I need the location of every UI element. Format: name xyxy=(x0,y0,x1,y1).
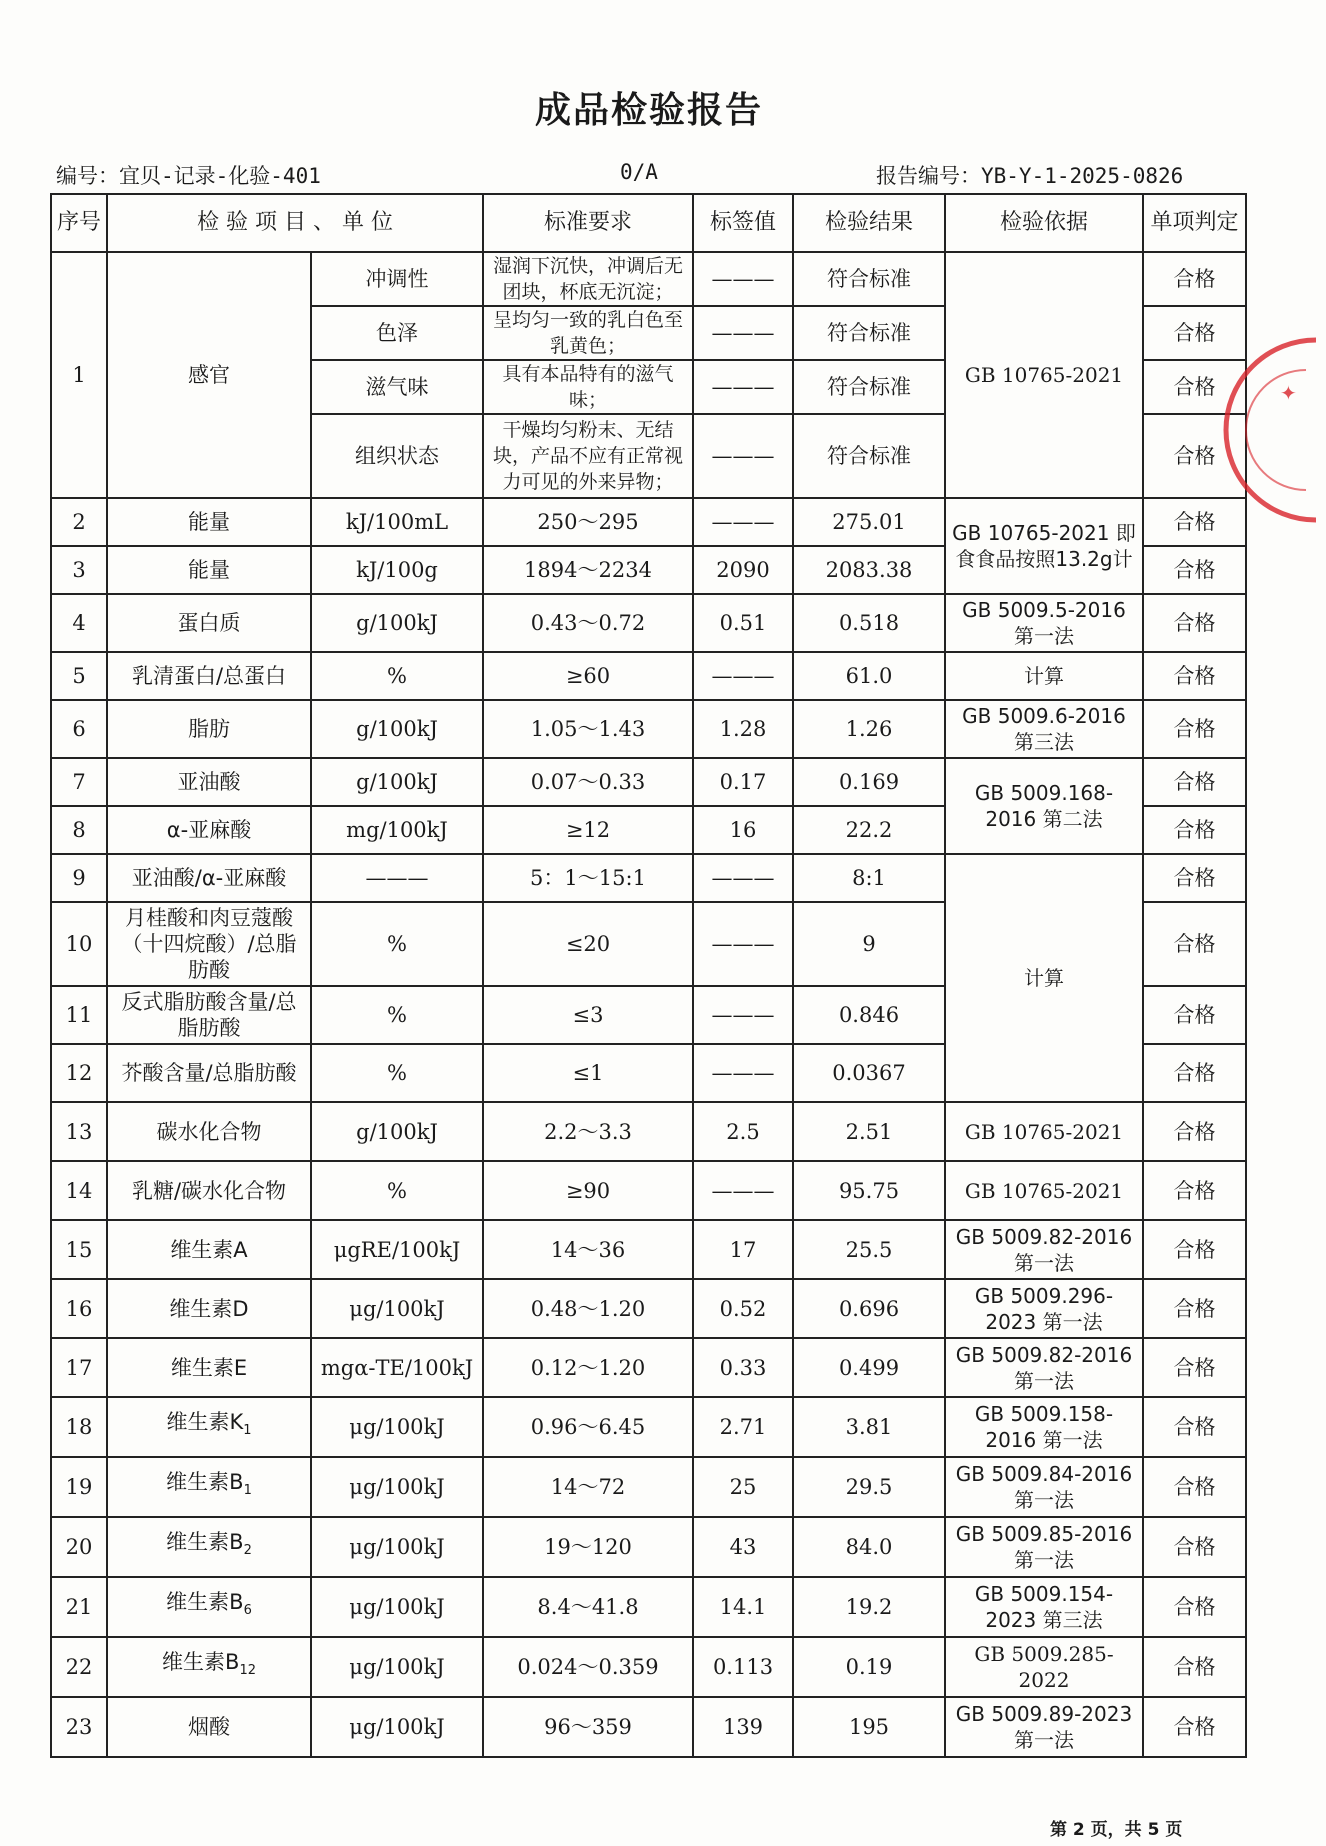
seq-cell: 19 xyxy=(51,1457,107,1517)
label-cell: 0.52 xyxy=(693,1279,793,1338)
basis-cell: GB 10765-2021 即食食品按照13.2g计 xyxy=(945,498,1143,594)
item-cell xyxy=(107,1457,311,1517)
requirement-cell: 0.024～0.359 xyxy=(483,1637,693,1697)
label-cell: 1.28 xyxy=(693,700,793,758)
result-cell: 符合标准 xyxy=(793,360,945,414)
judgement-cell: 合格 xyxy=(1143,1161,1246,1220)
item-subscript: 2 xyxy=(243,1543,252,1559)
item-cell: α-亚麻酸 xyxy=(107,806,311,854)
item-name: 维生素B xyxy=(166,1530,244,1555)
table-row xyxy=(51,1457,1246,1517)
unit-cell: μg/100kJ xyxy=(311,1517,483,1577)
unit-cell: μg/100kJ xyxy=(311,1697,483,1757)
unit-cell: μg/100kJ xyxy=(311,1577,483,1637)
item-subscript: 1 xyxy=(243,1483,252,1499)
unit-cell: μg/100kJ xyxy=(311,1457,483,1517)
item-cell: 维生素D xyxy=(107,1279,311,1338)
result-cell: 2083.38 xyxy=(793,546,945,594)
requirement-cell: ≥90 xyxy=(483,1161,693,1220)
sub-item-cell: 组织状态 xyxy=(311,414,483,498)
seq-cell: 2 xyxy=(51,498,107,546)
judgement-cell: 合格 xyxy=(1143,414,1246,498)
basis-cell: GB 5009.89-2023 第一法 xyxy=(945,1697,1143,1757)
doc-version: 0/A xyxy=(620,160,658,184)
doc-number: 编号：宜贝-记录-化验-401 xyxy=(56,164,321,188)
result-cell: 0.0367 xyxy=(793,1044,945,1102)
item-cell: 乳清蛋白/总蛋白 xyxy=(107,652,311,700)
item-cell: 感官 xyxy=(107,252,311,498)
item-cell: 月桂酸和肉豆蔻酸（十四烷酸）/总脂肪酸 xyxy=(107,902,311,986)
label-cell: ——— xyxy=(693,902,793,986)
label-cell: ——— xyxy=(693,360,793,414)
unit-cell: μgRE/100kJ xyxy=(311,1220,483,1279)
seq-cell: 23 xyxy=(51,1697,107,1757)
basis-cell: GB 5009.85-2016 第一法 xyxy=(945,1517,1143,1577)
label-cell: ——— xyxy=(693,306,793,360)
basis-cell: GB 5009.168-2016 第二法 xyxy=(945,758,1143,854)
basis-cell: GB 5009.82-2016 第一法 xyxy=(945,1220,1143,1279)
seq-cell: 13 xyxy=(51,1102,107,1161)
item-cell: 乳糖/碳水化合物 xyxy=(107,1161,311,1220)
unit-cell: % xyxy=(311,902,483,986)
item-cell: 亚油酸/α-亚麻酸 xyxy=(107,854,311,902)
label-cell: 2090 xyxy=(693,546,793,594)
header-seq: 序号 xyxy=(51,194,107,252)
item-cell: 维生素E xyxy=(107,1338,311,1397)
unit-cell: μg/100kJ xyxy=(311,1279,483,1338)
page-title: 成品检验报告 xyxy=(534,90,763,131)
header-judgement: 单项判定 xyxy=(1143,194,1246,252)
seq-cell: 12 xyxy=(51,1044,107,1102)
table-row xyxy=(51,498,1246,546)
label-cell: 0.113 xyxy=(693,1637,793,1697)
item-cell: 芥酸含量/总脂肪酸 xyxy=(107,1044,311,1102)
judgement-cell: 合格 xyxy=(1143,1279,1246,1338)
judgement-cell: 合格 xyxy=(1143,594,1246,652)
result-cell: 8:1 xyxy=(793,854,945,902)
result-cell: 9 xyxy=(793,902,945,986)
item-cell: 维生素A xyxy=(107,1220,311,1279)
item-subscript: 1 xyxy=(243,1423,252,1439)
label-cell: 0.17 xyxy=(693,758,793,806)
item-cell xyxy=(107,1577,311,1637)
basis-cell: 计算 xyxy=(945,652,1143,700)
table-row xyxy=(51,1577,1246,1637)
unit-cell: % xyxy=(311,1044,483,1102)
basis-cell: GB 5009.84-2016 第一法 xyxy=(945,1457,1143,1517)
label-cell: 139 xyxy=(693,1697,793,1757)
requirement-cell: 呈均匀一致的乳白色至乳黄色； xyxy=(483,306,693,360)
stamp-inner-arc xyxy=(1246,370,1306,490)
judgement-cell: 合格 xyxy=(1143,1044,1246,1102)
unit-cell: mgα-TE/100kJ xyxy=(311,1338,483,1397)
label-cell: 14.1 xyxy=(693,1577,793,1637)
inspection-table xyxy=(50,193,1247,1758)
basis-cell: GB 5009.5-2016 第一法 xyxy=(945,594,1143,652)
table-row xyxy=(51,854,1246,902)
requirement-cell: ≥60 xyxy=(483,652,693,700)
result-cell: 195 xyxy=(793,1697,945,1757)
label-cell: ——— xyxy=(693,652,793,700)
judgement-cell: 合格 xyxy=(1143,986,1246,1044)
judgement-cell: 合格 xyxy=(1143,1577,1246,1637)
result-cell: 25.5 xyxy=(793,1220,945,1279)
result-cell: 2.51 xyxy=(793,1102,945,1161)
seq-cell: 16 xyxy=(51,1279,107,1338)
label-cell: ——— xyxy=(693,854,793,902)
table-row xyxy=(51,758,1246,806)
seq-cell: 11 xyxy=(51,986,107,1044)
table-row xyxy=(51,1697,1246,1757)
seq-cell: 1 xyxy=(51,252,107,498)
judgement-cell: 合格 xyxy=(1143,700,1246,758)
result-cell: 84.0 xyxy=(793,1517,945,1577)
basis-cell: GB 5009.154-2023 第三法 xyxy=(945,1577,1143,1637)
table-row xyxy=(51,1517,1246,1577)
requirement-cell: 0.12～1.20 xyxy=(483,1338,693,1397)
table-row xyxy=(51,652,1246,700)
requirement-cell: 14～72 xyxy=(483,1457,693,1517)
label-cell: 16 xyxy=(693,806,793,854)
label-cell: ——— xyxy=(693,986,793,1044)
table-row xyxy=(51,594,1246,652)
sub-item-cell: 冲调性 xyxy=(311,252,483,306)
requirement-cell: ≤1 xyxy=(483,1044,693,1102)
table-row xyxy=(51,1220,1246,1279)
item-cell: 脂肪 xyxy=(107,700,311,758)
judgement-cell: 合格 xyxy=(1143,854,1246,902)
result-cell: 0.19 xyxy=(793,1637,945,1697)
seq-cell: 22 xyxy=(51,1637,107,1697)
requirement-cell: 5：1～15:1 xyxy=(483,854,693,902)
unit-cell: g/100kJ xyxy=(311,594,483,652)
seq-cell: 21 xyxy=(51,1577,107,1637)
basis-cell: GB 10765-2021 xyxy=(945,1102,1143,1161)
judgement-cell: 合格 xyxy=(1143,252,1246,306)
result-cell: 0.846 xyxy=(793,986,945,1044)
basis-cell: GB 5009.82-2016 第一法 xyxy=(945,1338,1143,1397)
label-cell: ——— xyxy=(693,498,793,546)
result-cell: 275.01 xyxy=(793,498,945,546)
table-row xyxy=(51,1338,1246,1397)
result-cell: 19.2 xyxy=(793,1577,945,1637)
requirement-cell: 0.07～0.33 xyxy=(483,758,693,806)
judgement-cell: 合格 xyxy=(1143,498,1246,546)
item-cell: 反式脂肪酸含量/总脂肪酸 xyxy=(107,986,311,1044)
requirement-cell: 0.43～0.72 xyxy=(483,594,693,652)
requirement-cell: ≤20 xyxy=(483,902,693,986)
item-name: 维生素K xyxy=(166,1410,244,1435)
result-cell: 0.696 xyxy=(793,1279,945,1338)
item-cell: 蛋白质 xyxy=(107,594,311,652)
item-cell: 碳水化合物 xyxy=(107,1102,311,1161)
table-row xyxy=(51,1161,1246,1220)
result-cell: 22.2 xyxy=(793,806,945,854)
result-cell: 0.169 xyxy=(793,758,945,806)
result-cell: 符合标准 xyxy=(793,306,945,360)
judgement-cell: 合格 xyxy=(1143,806,1246,854)
judgement-cell: 合格 xyxy=(1143,902,1246,986)
result-cell: 符合标准 xyxy=(793,414,945,498)
seq-cell: 18 xyxy=(51,1397,107,1457)
judgement-cell: 合格 xyxy=(1143,1397,1246,1457)
seq-cell: 8 xyxy=(51,806,107,854)
judgement-cell: 合格 xyxy=(1143,1220,1246,1279)
result-cell: 3.81 xyxy=(793,1397,945,1457)
label-cell: 2.5 xyxy=(693,1102,793,1161)
unit-cell: ——— xyxy=(311,854,483,902)
judgement-cell: 合格 xyxy=(1143,306,1246,360)
seq-cell: 15 xyxy=(51,1220,107,1279)
label-cell: ——— xyxy=(693,252,793,306)
requirement-cell: ≤3 xyxy=(483,986,693,1044)
item-subscript: 6 xyxy=(243,1603,252,1619)
requirement-cell: 14～36 xyxy=(483,1220,693,1279)
header-item-unit: 检 验 项 目 、 单 位 xyxy=(107,194,483,252)
header-result: 检验结果 xyxy=(793,194,945,252)
seq-cell: 3 xyxy=(51,546,107,594)
table-row xyxy=(51,1279,1246,1338)
table-row xyxy=(51,252,1246,306)
result-cell: 符合标准 xyxy=(793,252,945,306)
judgement-cell: 合格 xyxy=(1143,1457,1246,1517)
report-number: 报告编号：YB-Y-1-2025-0826 xyxy=(876,164,1184,188)
label-cell: 17 xyxy=(693,1220,793,1279)
unit-cell: kJ/100mL xyxy=(311,498,483,546)
requirement-cell: 1.05～1.43 xyxy=(483,700,693,758)
unit-cell: μg/100kJ xyxy=(311,1397,483,1457)
judgement-cell: 合格 xyxy=(1143,360,1246,414)
seq-cell: 6 xyxy=(51,700,107,758)
judgement-cell: 合格 xyxy=(1143,1102,1246,1161)
sub-item-cell: 色泽 xyxy=(311,306,483,360)
label-cell: 2.71 xyxy=(693,1397,793,1457)
header-label: 标签值 xyxy=(693,194,793,252)
seq-cell: 10 xyxy=(51,902,107,986)
page-footer: 第 2 页，共 5 页 xyxy=(1050,1820,1183,1840)
unit-cell: % xyxy=(311,986,483,1044)
requirement-cell: 1894～2234 xyxy=(483,546,693,594)
item-name: 维生素B xyxy=(166,1470,244,1495)
item-cell: 能量 xyxy=(107,546,311,594)
seq-cell: 9 xyxy=(51,854,107,902)
item-cell: 亚油酸 xyxy=(107,758,311,806)
judgement-cell: 合格 xyxy=(1143,758,1246,806)
seq-cell: 20 xyxy=(51,1517,107,1577)
item-cell: 烟酸 xyxy=(107,1697,311,1757)
basis-cell: GB 5009.158-2016 第一法 xyxy=(945,1397,1143,1457)
unit-cell: g/100kJ xyxy=(311,700,483,758)
label-cell: 0.33 xyxy=(693,1338,793,1397)
basis-cell: GB 5009.296-2023 第一法 xyxy=(945,1279,1143,1338)
item-cell xyxy=(107,1637,311,1697)
item-cell xyxy=(107,1517,311,1577)
unit-cell: % xyxy=(311,652,483,700)
unit-cell: μg/100kJ xyxy=(311,1637,483,1697)
requirement-cell: 干燥均匀粉末、无结块，产品不应有正常视力可见的外来异物； xyxy=(483,414,693,498)
seq-cell: 14 xyxy=(51,1161,107,1220)
svg-text:✦: ✦ xyxy=(1280,381,1297,405)
requirement-cell: 0.48～1.20 xyxy=(483,1279,693,1338)
item-cell xyxy=(107,1397,311,1457)
label-cell: 25 xyxy=(693,1457,793,1517)
requirement-cell: 湿润下沉快，冲调后无团块，杯底无沉淀； xyxy=(483,252,693,306)
label-cell: ——— xyxy=(693,1044,793,1102)
requirement-cell: 19～120 xyxy=(483,1517,693,1577)
requirement-cell: 具有本品特有的滋气味； xyxy=(483,360,693,414)
basis-cell: GB 5009.285-2022 xyxy=(945,1637,1143,1697)
requirement-cell: 96～359 xyxy=(483,1697,693,1757)
item-name: 维生素B xyxy=(162,1650,240,1675)
result-cell: 0.499 xyxy=(793,1338,945,1397)
unit-cell: kJ/100g xyxy=(311,546,483,594)
basis-cell: 计算 xyxy=(945,854,1143,1102)
result-cell: 95.75 xyxy=(793,1161,945,1220)
red-seal-stamp xyxy=(1246,330,1326,530)
unit-cell: g/100kJ xyxy=(311,1102,483,1161)
item-subscript: 12 xyxy=(239,1663,256,1679)
header-row xyxy=(51,194,1246,252)
table-row xyxy=(51,1637,1246,1697)
basis-cell: GB 10765-2021 xyxy=(945,1161,1143,1220)
label-cell: 43 xyxy=(693,1517,793,1577)
unit-cell: mg/100kJ xyxy=(311,806,483,854)
basis-cell: GB 10765-2021 xyxy=(945,252,1143,498)
judgement-cell: 合格 xyxy=(1143,1517,1246,1577)
label-cell: ——— xyxy=(693,1161,793,1220)
requirement-cell: 0.96～6.45 xyxy=(483,1397,693,1457)
seq-cell: 17 xyxy=(51,1338,107,1397)
seq-cell: 4 xyxy=(51,594,107,652)
label-cell: ——— xyxy=(693,414,793,498)
judgement-cell: 合格 xyxy=(1143,1637,1246,1697)
judgement-cell: 合格 xyxy=(1143,652,1246,700)
requirement-cell: ≥12 xyxy=(483,806,693,854)
item-name: 维生素B xyxy=(166,1590,244,1615)
result-cell: 61.0 xyxy=(793,652,945,700)
judgement-cell: 合格 xyxy=(1143,1697,1246,1757)
requirement-cell: 250～295 xyxy=(483,498,693,546)
unit-cell: % xyxy=(311,1161,483,1220)
item-cell: 能量 xyxy=(107,498,311,546)
result-cell: 0.518 xyxy=(793,594,945,652)
seq-cell: 7 xyxy=(51,758,107,806)
basis-cell: GB 5009.6-2016 第三法 xyxy=(945,700,1143,758)
label-cell: 0.51 xyxy=(693,594,793,652)
seq-cell: 5 xyxy=(51,652,107,700)
requirement-cell: 2.2～3.3 xyxy=(483,1102,693,1161)
header-basis: 检验依据 xyxy=(945,194,1143,252)
sub-item-cell: 滋气味 xyxy=(311,360,483,414)
table-row xyxy=(51,700,1246,758)
table-row xyxy=(51,1102,1246,1161)
judgement-cell: 合格 xyxy=(1143,1338,1246,1397)
header-requirement: 标准要求 xyxy=(483,194,693,252)
result-cell: 29.5 xyxy=(793,1457,945,1517)
judgement-cell: 合格 xyxy=(1143,546,1246,594)
result-cell: 1.26 xyxy=(793,700,945,758)
requirement-cell: 8.4～41.8 xyxy=(483,1577,693,1637)
table-row xyxy=(51,1397,1246,1457)
unit-cell: g/100kJ xyxy=(311,758,483,806)
